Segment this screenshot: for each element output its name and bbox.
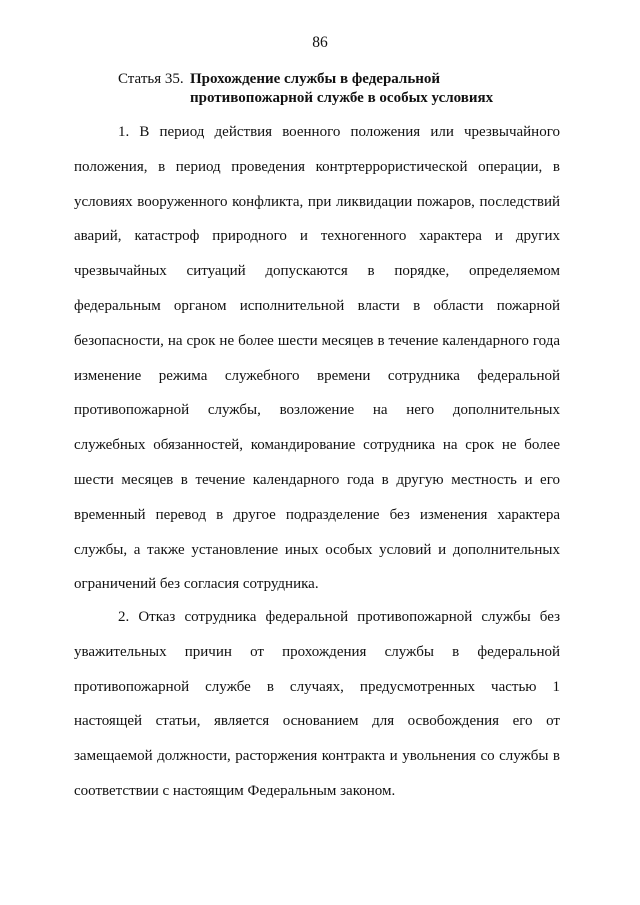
article-title-line1: Прохождение службы в федеральной <box>190 71 441 87</box>
article-title-line2: противопожарной службе в особых условиях <box>190 90 494 106</box>
paragraph-line: чрезвычайных ситуаций допускаются в порядке, определяемом <box>74 263 560 280</box>
paragraph-line: изменение режима служебного времени сотрудника федеральной <box>74 367 560 384</box>
paragraph-line: безопасности, на срок не более шести месяцев в течение календарного года <box>74 332 560 349</box>
paragraph-line: 1. В период действия военного положения или чрезвычайного <box>118 124 560 140</box>
paragraph-2 <box>74 600 560 809</box>
article-heading <box>118 70 493 108</box>
paragraph-1 <box>74 115 560 602</box>
paragraph-line: условиях вооруженного конфликта, при ликвидации пожаров, последствий <box>74 193 560 210</box>
paragraph-line: временный перевод в другое подразделение без изменения характера <box>74 506 560 523</box>
paragraph-line: уважительных причин от прохождения службы в федеральной <box>74 643 560 660</box>
page-number: 86 <box>312 34 328 51</box>
paragraph-line: настоящей статьи, является основанием для освобождения его от <box>74 713 560 730</box>
paragraph-line: противопожарной службе в случаях, предусмотренных частью 1 <box>74 678 560 695</box>
paragraph-line: аварий, катастроф природного и техногенного характера и других <box>74 228 560 245</box>
paragraph-line: служебных обязанностей, командирование сотрудника на срок не более <box>74 437 560 454</box>
paragraph-line: положения, в период проведения контртеррористической операции, в <box>74 158 560 175</box>
paragraph-line: федеральным органом исполнительной власти в области пожарной <box>74 297 560 314</box>
paragraph-line: шести месяцев в течение календарного года в другую местность и его <box>74 471 560 488</box>
paragraph-line: службы, а также установление иных особых условий и дополнительных <box>74 541 560 558</box>
paragraph-line: ограничений без согласия сотрудника. <box>74 576 319 593</box>
paragraph-line: 2. Отказ сотрудника федеральной противопожарной службы без <box>118 609 560 625</box>
paragraph-line: замещаемой должности, расторжения контракта и увольнения со службы в <box>74 748 560 765</box>
paragraph-line: соответствии с настоящим Федеральным законом. <box>74 782 396 799</box>
article-prefix: Статья 35. <box>118 71 184 87</box>
paragraph-line: противопожарной службы, возложение на него дополнительных <box>74 402 560 419</box>
